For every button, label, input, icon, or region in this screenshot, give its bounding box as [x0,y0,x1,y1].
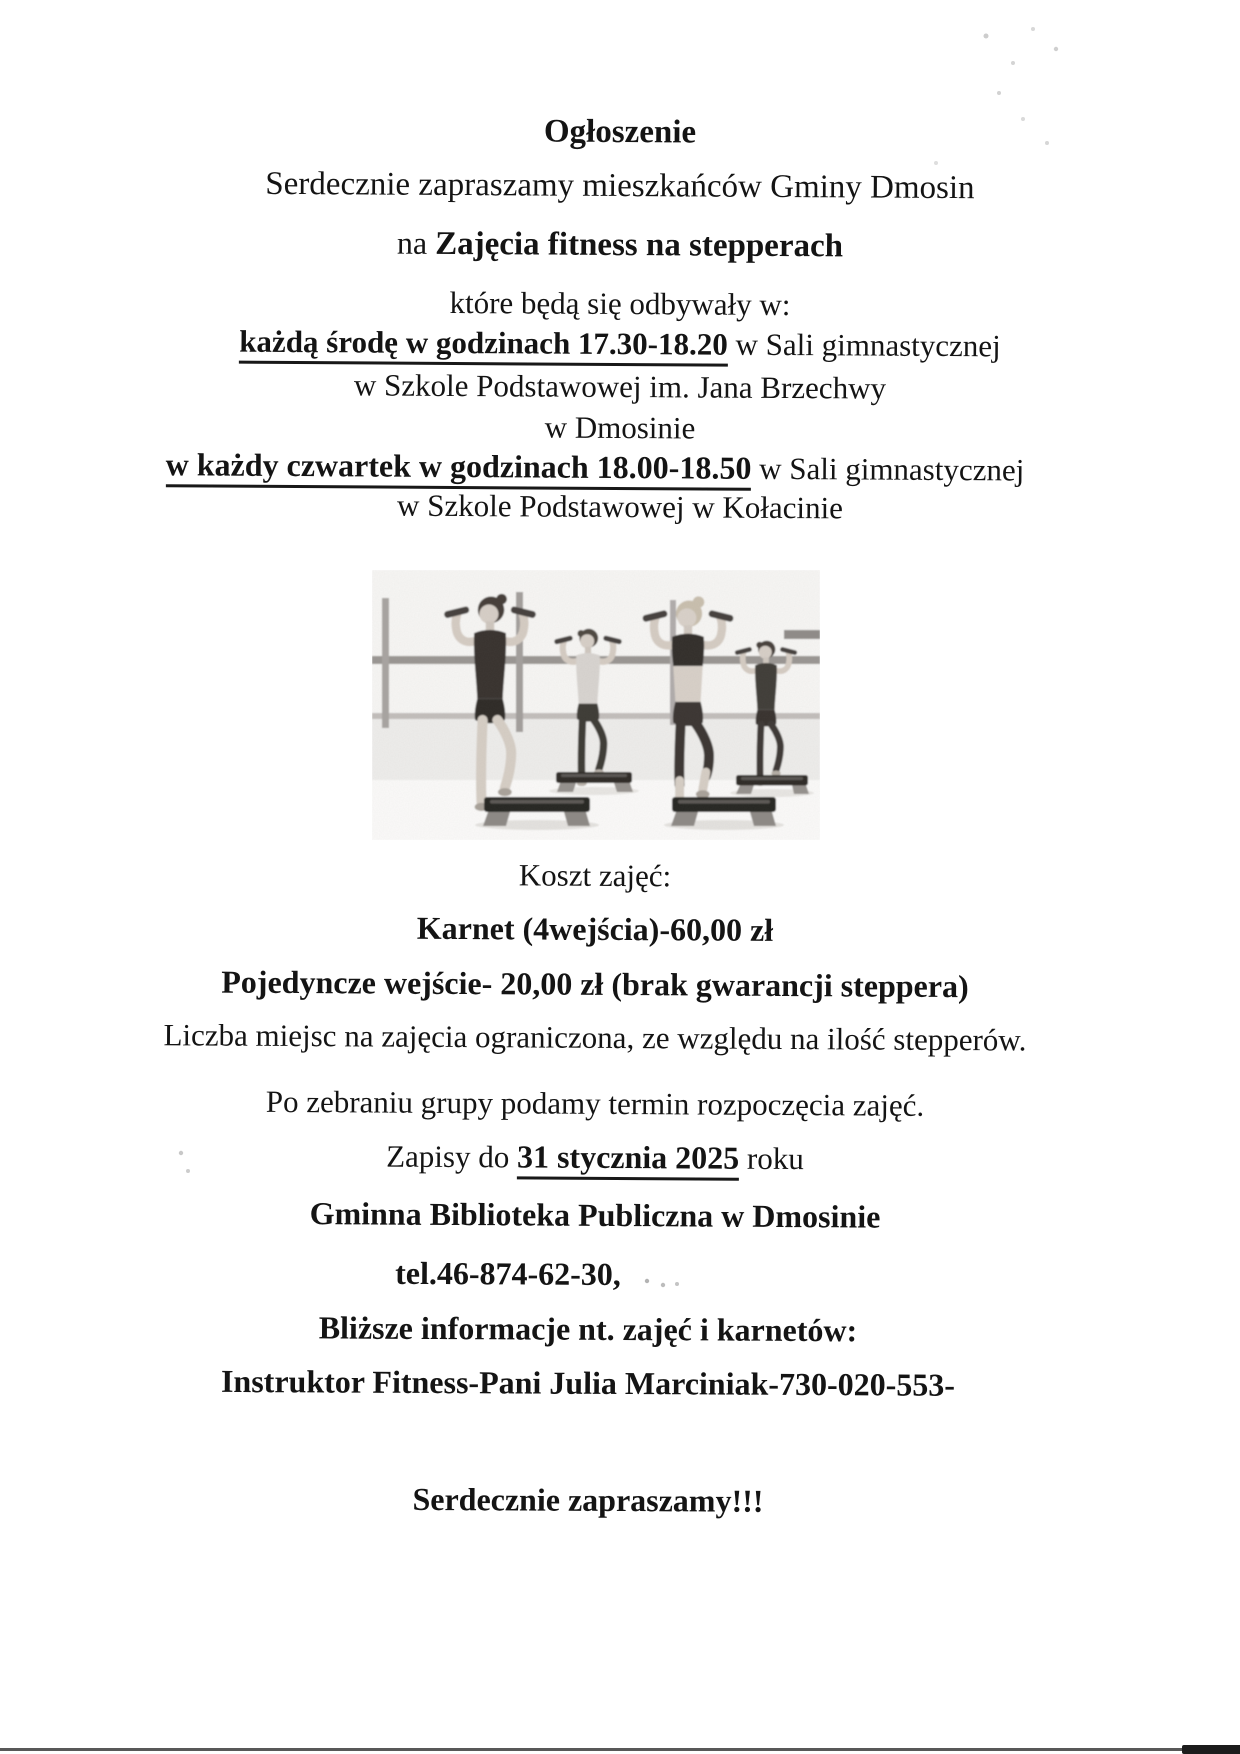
wednesday-schedule-line [0,322,1240,365]
scan-speckles [0,0,2,2]
thursday-school-line: w Szkole Podstawowej w Kołacinie [396,487,844,526]
scan-corner-mark [1182,1745,1240,1754]
instructor-line: Instruktor Fitness-Pani Julia Marciniak-730-020-553- [220,1362,956,1403]
thursday-schedule-line [0,445,1215,489]
signup-suffix: roku [739,1140,804,1177]
intro-line: Serdecznie zapraszamy mieszkańców Gminy Dmosin [265,165,975,207]
wednesday-town-line: w Dmosinie [544,409,696,446]
closing-line: Serdecznie zapraszamy!!! [412,1480,764,1519]
start-note-line: Po zebraniu grupy podamy termin rozpoczęcia zajęć. [265,1083,925,1123]
thursday-place-suffix: w Sali gimnastycznej [751,450,1025,488]
limit-note-line: Liczba miejsc na zajęcia ograniczona, ze względu na ilość stepperów. [163,1017,1027,1058]
event-name: Zajęcia fitness na stepperach [435,225,844,265]
event-line [0,222,1240,269]
photo-grain-overlay [372,570,820,840]
signup-line [0,1135,1215,1179]
organization-line: Gminna Biblioteka Publiczna w Dmosinie [309,1195,881,1235]
signup-deadline: 31 stycznia 2025 [517,1138,739,1180]
event-prefix: na [396,224,436,261]
single-price-line: Pojedyncze wejście- 20,00 zł (brak gwarancji steppera) [221,963,969,1005]
page-title: Ogłoszenie [543,113,697,151]
scan-edge-line [0,1748,1240,1751]
pass-price-line: Karnet (4wejścia)-60,00 zł [416,909,774,948]
fitness-class-photo [372,570,820,840]
thursday-time-highlight: w każdy czwartek w godzinach 18.00-18.50 [166,446,752,491]
wednesday-time-highlight: każdą środę w godzinach 17.30-18.20 [239,324,728,367]
cost-header-line: Koszt zajęć: [518,857,672,894]
schedule-intro-line: które będą się odbywały w: [449,284,791,323]
info-header-line: Bliższe informacje nt. zajęć i karnetów: [318,1309,858,1349]
signup-prefix: Zapisy do [386,1138,518,1175]
fitness-class-illustration [372,570,820,840]
phone-line: tel.46-874-62-30, [395,1254,621,1293]
wednesday-place-suffix: w Sali gimnastycznej [727,326,1001,364]
wednesday-school-line: w Szkole Podstawowej im. Jana Brzechwy [353,367,887,406]
